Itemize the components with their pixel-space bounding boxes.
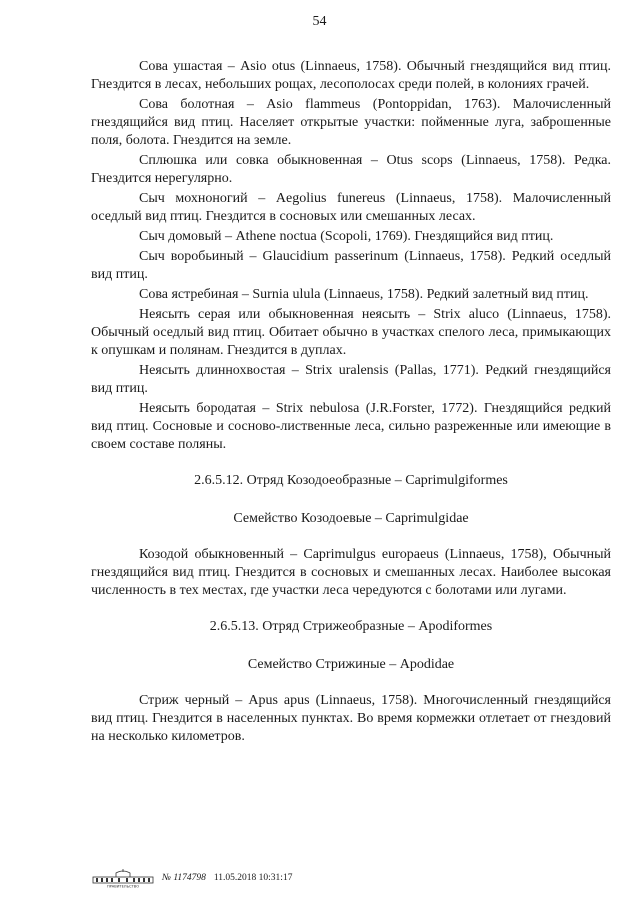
paragraph-strix-nebulosa: Неясыть бородатая – Strix nebulosa (J.R.Forster, 1772). Гнездящийся редкий вид птиц. Сосновые и сосново-лиственные леса, сильно разреженные или имеющие в своем составе поляны. <box>91 401 611 452</box>
document-body <box>91 58 611 748</box>
emblem-caption: ПРАВИТЕЛЬСТВО <box>106 884 140 888</box>
paragraph-asio-flammeus: Сова болотная – Asio flammeus (Pontoppidan, 1763). Малочисленный гнездящийся вид птиц. Населяет открытые участки: пойменные луга, заброшенные поля, болота. Гнездится на земле. <box>91 97 611 148</box>
order-title-caprimulgiformes: 2.6.5.12. Отряд Козодоеобразные – Caprimulgiformes <box>194 473 508 488</box>
paragraph-asio-otus: Сова ушастая – Asio otus (Linnaeus, 1758). Обычный гнездящийся вид птиц. Гнездится в лесах, небольших рощах, лесополосах среди полей, в колониях грачей. <box>91 59 611 92</box>
page-number: 54 <box>312 14 327 29</box>
family-title-apodidae: Семейство Стрижиные – Apodidae <box>247 657 455 672</box>
paragraph-strix-uralensis: Неясыть длиннохвостая – Strix uralensis (Pallas, 1771). Редкий гнездящийся вид птиц. <box>91 363 611 396</box>
document-number: № 1174798 <box>162 873 206 883</box>
paragraph-surnia-ulula: Сова ястребиная – Surnia ulula (Linnaeus, 1758). Редкий залетный вид птиц. <box>139 287 589 302</box>
paragraph-strix-aluco: Неясыть серая или обыкновенная неясыть – Strix aluco (Linnaeus, 1758). Обычный оседлый вид птиц. Обитает обычно в участках спелого леса, примыкающих к опушкам и полянам. Гнездится в дуплах. <box>91 307 611 358</box>
paragraph-apus-apus: Стриж черный – Apus apus (Linnaeus, 1758). Многочисленный гнездящийся вид птиц. Гнездится в населенных пунктах. Во время кормежки отлетает от гнездовий на несколько километров. <box>91 693 611 744</box>
document-timestamp: 11.05.2018 10:31:17 <box>213 873 293 883</box>
paragraph-aegolius-funereus: Сыч мохноногий – Aegolius funereus (Linnaeus, 1758). Малочисленный оседлый вид птиц. Гнездится в сосновых или смешанных лесах. <box>91 191 611 224</box>
family-title-caprimulgidae: Семейство Козодоевые – Caprimulgidae <box>233 511 469 526</box>
paragraph-caprimulgus-europaeus: Козодой обыкновенный – Caprimulgus europaeus (Linnaeus, 1758), Обычный гнездящийся вид птиц. Гнездится в сосновых и смешанных лесах. Наиболее высокая численность в тех местах, где участки леса чередуются с болотами или лугами. <box>91 547 611 598</box>
document-footer <box>92 866 292 890</box>
paragraph-athene-noctua: Сыч домовый – Athene noctua (Scopoli, 1769). Гнездящийся вид птиц. <box>139 229 554 244</box>
paragraph-glaucidium-passerinum: Сыч воробьиный – Glaucidium passerinum (Linnaeus, 1758). Редкий оседлый вид птиц. <box>91 249 611 282</box>
government-building-emblem-icon <box>92 868 154 888</box>
order-title-apodiformes: 2.6.5.13. Отряд Стрижеобразные – Apodiformes <box>209 619 493 634</box>
paragraph-otus-scops: Сплюшка или совка обыкновенная – Otus scops (Linnaeus, 1758). Редка. Гнездится нерегулярно. <box>91 153 611 186</box>
